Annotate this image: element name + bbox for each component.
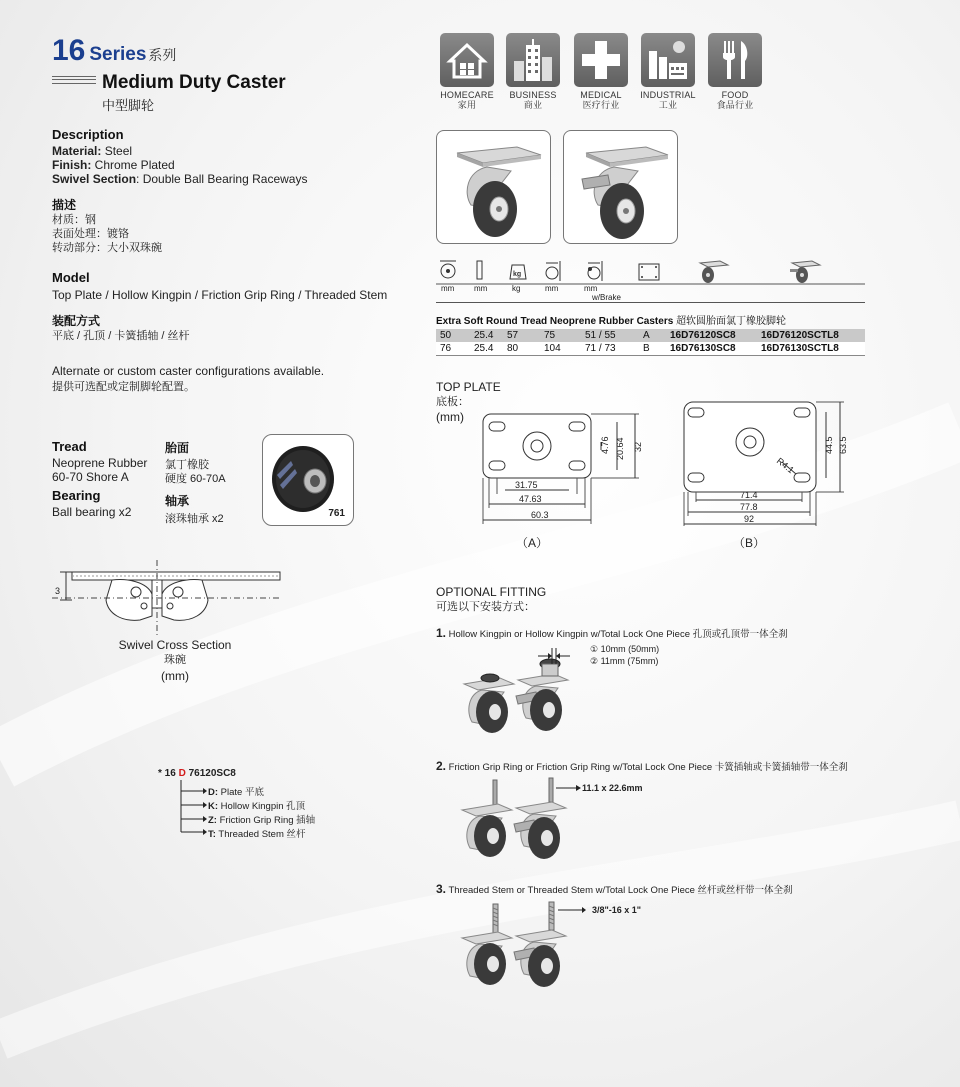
cross-section-unit: (mm)	[161, 669, 189, 683]
factory-icon	[641, 33, 695, 87]
unit-diameter: mm	[441, 284, 455, 293]
fitting-3-note: 3/8"-16 x 1"	[592, 905, 642, 915]
caster-photo-total-lock	[563, 130, 678, 244]
code-text: Friction Grip Ring 插轴	[219, 815, 316, 826]
finish-line	[52, 158, 307, 172]
plate-a-label: （A）	[516, 536, 549, 550]
custom-section	[52, 364, 324, 394]
series-heading	[52, 34, 176, 68]
tread-width-icon	[477, 261, 482, 279]
brake-note: w/Brake	[592, 293, 621, 302]
code-item-d	[208, 786, 315, 800]
model-text-cn: 平底 / 孔顶 / 卡簧插轴 / 丝杆	[52, 330, 190, 342]
dim-b-44-5: 44.5	[824, 436, 834, 454]
bearing-text: Ball bearing x2	[52, 505, 132, 519]
description-section	[52, 127, 307, 255]
table-cell: 71 / 73	[581, 342, 639, 355]
tread-section	[52, 439, 147, 519]
table-cell: 16D76130SC8	[666, 342, 757, 355]
table-cell: 16D76130SCTL8	[757, 342, 865, 355]
fitting-text: Friction Grip Ring or Friction Grip Ring w/Total Lock One Piece 卡簧插轴或卡簧插轴带一体全刹	[448, 762, 848, 773]
code-legend-title	[158, 768, 236, 779]
house-icon	[440, 33, 494, 87]
fitting-num: 3.	[436, 882, 447, 896]
code-legend-list	[208, 786, 315, 842]
code-item-z	[208, 814, 315, 828]
unit-height-brake: mm	[584, 284, 598, 293]
optional-fitting-heading-cn: 可选以下安装方式：	[436, 601, 535, 613]
fitting-text: Hollow Kingpin or Hollow Kingpin w/Total Lock One Piece 孔顶或孔顶带一体全刹	[448, 629, 788, 640]
dim-a-47-63: 47.63	[519, 494, 542, 504]
industry-label: BUSINESS	[509, 90, 557, 100]
dim-b-92: 92	[744, 514, 755, 524]
fitting-num: 2.	[436, 759, 447, 773]
optional-fitting-heading: OPTIONAL FITTING	[436, 585, 547, 599]
unit-width: mm	[474, 284, 488, 293]
dim-a-60-3: 60.3	[531, 510, 549, 520]
fitting-item-3-heading	[436, 882, 793, 896]
code-prefix: * 16	[158, 768, 179, 779]
threaded-stem-caster-icon	[462, 904, 512, 985]
tread-heading-cn: 胎面	[165, 441, 190, 455]
top-plate-b-diagram	[678, 398, 848, 530]
model-section	[52, 270, 387, 343]
table-cell: A	[639, 329, 666, 342]
office-building-icon	[506, 33, 560, 87]
material-value: Steel	[104, 144, 133, 158]
cross-section-caption	[110, 638, 240, 683]
code-key: K:	[208, 801, 219, 812]
finish-cn: 表面处理：镀铬	[52, 228, 129, 240]
code-suffix: 76120SC8	[185, 768, 236, 779]
load-weight-icon	[510, 265, 526, 279]
overall-height-icon	[546, 261, 560, 281]
hollow-kingpin-caster-icon	[464, 674, 514, 733]
industry-industrial	[640, 33, 696, 110]
table-cell: 75	[540, 329, 581, 342]
dim-a-31-75: 31.75	[515, 480, 538, 490]
unit-load: kg	[512, 284, 521, 293]
cross-section-dim: 3	[55, 586, 61, 596]
total-lock-caster-icon	[564, 131, 679, 245]
overall-height-brake-icon	[588, 261, 602, 281]
swivel-cross-section-diagram	[52, 560, 284, 640]
top-plate-a-diagram	[475, 408, 645, 530]
code-text: Plate 平底	[220, 787, 264, 798]
code-text: Threaded Stem 丝杆	[218, 829, 306, 840]
dim-a-32: 32	[633, 441, 643, 452]
friction-grip-ring-total-lock-caster-icon	[514, 778, 566, 859]
table-cell: B	[639, 342, 666, 355]
spec-icons-row	[436, 257, 865, 285]
unit-height: mm	[545, 284, 559, 293]
table-cell: 50	[436, 329, 470, 342]
cross-section-label-cn: 珠碗	[164, 654, 186, 666]
fitting-item-1-heading	[436, 626, 788, 640]
spec-divider	[436, 302, 865, 303]
tread-line1-cn: 氯丁橡胶	[165, 459, 209, 471]
custom-text-cn: 提供可选配或定制脚轮配置。	[52, 381, 195, 393]
plate-icon	[639, 264, 659, 280]
series-word: Series	[89, 44, 147, 65]
table-cell: 80	[503, 342, 540, 355]
tread-line1: Neoprene Rubber	[52, 456, 148, 470]
table-cell: 25.4	[470, 342, 503, 355]
medical-cross-icon	[574, 33, 628, 87]
fork-knife-icon	[708, 33, 762, 87]
fitting-1-hollow-kingpin-image	[456, 646, 606, 736]
swivel-caster-small-icon	[700, 261, 728, 283]
custom-text: Alternate or custom caster configurations available.	[52, 364, 325, 378]
industry-label: MEDICAL	[580, 90, 622, 100]
code-item-k	[208, 800, 315, 814]
code-key: Z:	[208, 815, 217, 826]
fitting-note: ② 11mm (75mm)	[590, 656, 659, 666]
tread-section-cn	[165, 439, 226, 526]
svg-text:kg: kg	[513, 271, 522, 278]
wheel-code: 761	[328, 508, 345, 519]
table-cell: 57	[503, 329, 540, 342]
fitting-2-note: 11.1 x 22.6mm	[582, 783, 643, 793]
table-cell: 76	[436, 342, 470, 355]
top-plate-heading-cn: 底板：	[436, 396, 469, 408]
top-plate-unit: (mm)	[436, 410, 464, 424]
swivel-value: : Double Ball Bearing Raceways	[136, 172, 308, 186]
industry-label-cn: 食品行业	[716, 100, 754, 110]
threaded-stem-total-lock-caster-icon	[514, 902, 566, 987]
description-heading-cn: 描述	[52, 198, 77, 212]
industry-medical	[573, 33, 629, 110]
dim-b-63-5: 63.5	[838, 436, 848, 454]
bearing-heading-cn: 轴承	[165, 494, 190, 508]
top-plate-heading: TOP PLATE	[436, 380, 501, 394]
finish-label: Finish:	[52, 158, 92, 172]
code-item-t	[208, 828, 315, 842]
industry-label-cn: 家用	[457, 100, 477, 110]
wheel-photo	[262, 434, 354, 526]
hollow-kingpin-total-lock-caster-icon	[516, 659, 568, 731]
dim-b-radius: R4.1	[774, 455, 796, 476]
industry-label: HOMECARE	[440, 90, 494, 100]
plate-b-label: （B）	[733, 536, 766, 550]
title-decor-lines	[52, 76, 96, 84]
fitting-note: ① 10mm (50mm)	[590, 644, 660, 654]
table-cell: 25.4	[470, 329, 503, 342]
industry-label: INDUSTRIAL	[640, 90, 696, 100]
fitting-text: Threaded Stem or Threaded Stem w/Total Lock One Piece 丝杆或丝杆带一体全刹	[448, 885, 793, 896]
table-row	[436, 329, 865, 342]
page-title-cn: 中型脚轮	[102, 98, 155, 113]
industry-business	[505, 33, 561, 110]
code-legend-arrows	[175, 780, 207, 838]
series-number: 16	[52, 34, 86, 67]
table-cell: 16D76120SCTL8	[757, 329, 865, 342]
industry-label-cn: 医疗行业	[582, 100, 620, 110]
model-heading: Model	[52, 270, 90, 285]
code-letter: D	[178, 768, 186, 779]
material-cn: 材质：钢	[52, 214, 96, 226]
dim-a-20-64: 20.64	[615, 437, 625, 460]
description-heading: Description	[52, 127, 124, 142]
code-key: D:	[208, 787, 219, 798]
spec-title-en: Extra Soft Round Tread Neoprene Rubber Casters	[436, 316, 674, 327]
dim-a-4-76: 4.76	[600, 436, 610, 454]
friction-grip-ring-caster-icon	[462, 780, 512, 857]
caster-photo-swivel	[436, 130, 551, 244]
spec-table	[436, 329, 865, 356]
model-heading-cn: 装配方式	[52, 314, 101, 328]
model-text: Top Plate / Hollow Kingpin / Friction Grip Ring / Threaded Stem	[52, 288, 388, 302]
tread-line2-cn: 硬度 60-70A	[165, 473, 226, 485]
material-line	[52, 144, 307, 158]
table-cell: 51 / 55	[581, 329, 639, 342]
table-cell: 104	[540, 342, 581, 355]
fitting-num: 1.	[436, 626, 447, 640]
tread-line2: 60-70 Shore A	[52, 470, 129, 484]
swivel-cn: 转动部分：大小双珠碗	[52, 242, 162, 254]
table-cell: 16D76120SC8	[666, 329, 757, 342]
code-key: T:	[208, 829, 216, 840]
spec-table-title	[436, 312, 786, 327]
total-lock-caster-small-icon	[790, 261, 820, 283]
material-label: Material:	[52, 144, 102, 158]
code-text: Hollow Kingpin 孔顶	[220, 801, 306, 812]
bearing-text-cn: 滚珠轴承 x2	[165, 513, 224, 525]
page-title: Medium Duty Caster	[102, 72, 286, 93]
industry-label: FOOD	[721, 90, 749, 100]
industry-label-cn: 商业	[523, 100, 543, 110]
cross-section-label: Swivel Cross Section	[118, 638, 232, 652]
wheel-diameter-icon	[440, 261, 456, 278]
dim-b-77-8: 77.8	[740, 502, 758, 512]
fitting-3-threaded-stem-image	[456, 898, 586, 990]
finish-value: Chrome Plated	[94, 158, 175, 172]
swivel-label: Swivel Section	[52, 172, 137, 186]
swivel-line	[52, 172, 307, 186]
fitting-1-notes	[590, 643, 659, 667]
fitting-2-friction-grip-ring-image	[456, 776, 586, 860]
industry-label-cn: 工业	[658, 100, 678, 110]
fitting-item-2-heading	[436, 759, 848, 773]
table-row	[436, 342, 865, 355]
series-cn: 系列	[148, 47, 177, 63]
swivel-caster-icon	[437, 131, 552, 245]
bearing-heading: Bearing	[52, 488, 101, 503]
spec-title-cn: 超软圆胎面氯丁橡胶脚轮	[676, 316, 787, 327]
industry-homecare	[439, 33, 495, 110]
industry-food	[707, 33, 763, 110]
tread-heading: Tread	[52, 439, 87, 454]
dim-b-71-4: 71.4	[740, 490, 758, 500]
optional-fitting-heading-block	[436, 585, 546, 614]
